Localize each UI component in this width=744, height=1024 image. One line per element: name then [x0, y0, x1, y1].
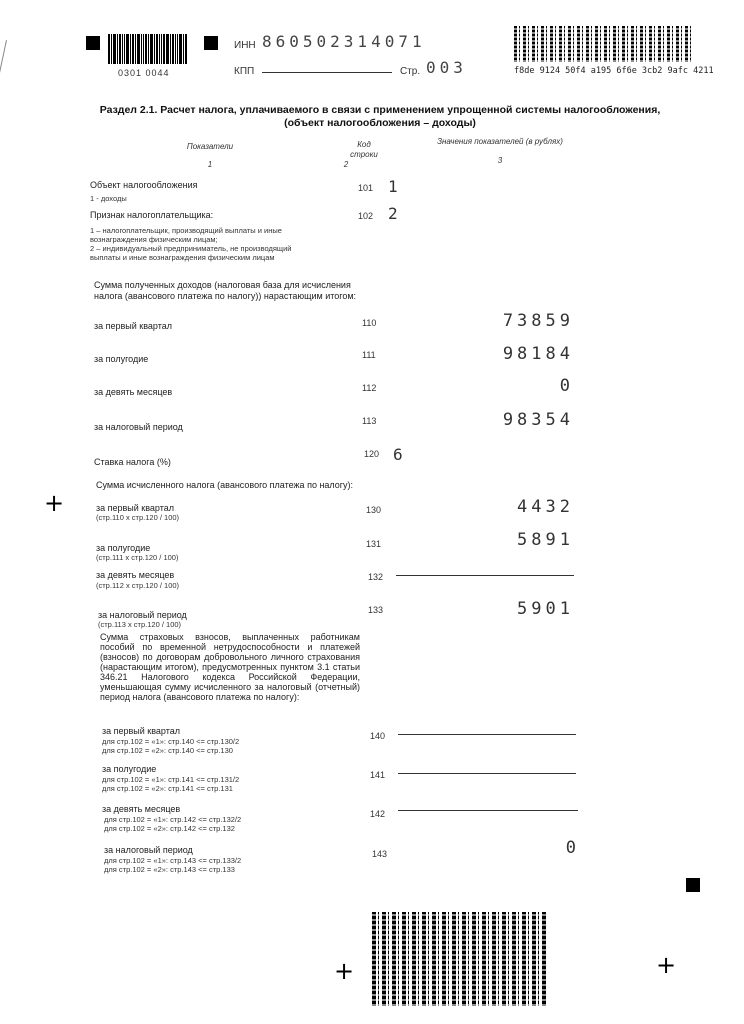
barcode-number: 0301 0044 — [118, 68, 170, 78]
row-131-code: 131 — [366, 539, 382, 549]
row-120-label: Ставка налога (%) — [94, 457, 171, 467]
row-110-value: 73859 — [502, 311, 574, 331]
row-141-sub2: для стр.102 = «2»: стр.141 <= стр.131 — [102, 784, 233, 793]
row-143-value: 0 — [565, 838, 580, 858]
row-102-label: Признак налогоплательщика: — [90, 210, 214, 220]
row-143-sub2: для стр.102 = «2»: стр.143 <= стр.133 — [104, 865, 235, 874]
page-label: Стр. — [400, 66, 421, 77]
insurance-paragraph: Сумма страховых взносов, выплаченных работникам пособий по временной нетрудоспособности и платежей (взносов) по договорам добровольного личного страхования (нарастающим итогом), предусмотренных пунктом 3.1 статьи 346.21 Налогового кодекса Российской Федерации, уменьшающая сумму исчисленного за налоговый (отчетный) период налога (авансового платежа по налогу): — [100, 632, 360, 702]
row-113-value: 98354 — [502, 410, 574, 430]
row-101-label: Объект налогообложения — [90, 180, 198, 190]
section-title-line1: Раздел 2.1. Расчет налога, уплачиваемого в связи с применением упрощенной системы налогообложения, — [99, 104, 661, 116]
row-112-value: 0 — [559, 376, 574, 396]
row-130-code: 130 — [366, 505, 382, 515]
row-131-value: 5891 — [517, 530, 574, 550]
row-120-code: 120 — [364, 449, 380, 459]
inn-label: ИНН — [234, 40, 256, 51]
row-142-sub2: для стр.102 = «2»: стр.142 <= стр.132 — [104, 824, 235, 833]
row-133-sub: (стр.113 х стр.120 / 100) — [98, 620, 182, 629]
row-132-label: за девять месяцев — [96, 570, 175, 580]
scan-edge-line — [0, 40, 7, 255]
corner-marker-bottom-right — [686, 878, 700, 892]
row-140-sub2: для стр.102 = «2»: стр.140 <= стр.130 — [102, 746, 233, 755]
registration-plus-bottom-right: + — [656, 951, 677, 979]
barcode-hash: f8de 9124 50f4 a195 6f6e 3cb2 9afc 4211 — [514, 66, 714, 76]
row-101-code: 101 — [358, 183, 374, 193]
row-142-code: 142 — [370, 809, 386, 819]
col-n1: 1 — [207, 160, 213, 169]
row-140-code: 140 — [370, 731, 386, 741]
bottom-2d-barcode-overlay — [372, 912, 548, 1006]
row-141-code: 141 — [370, 770, 386, 780]
row-111-code: 111 — [362, 350, 376, 360]
row-143-code: 143 — [372, 849, 388, 859]
row-142-blank — [398, 810, 578, 811]
row-102-sub2: вознаграждения физическим лицам; — [90, 235, 218, 244]
row-140-sub1: для стр.102 = «1»: стр.140 <= стр.130/2 — [102, 737, 240, 746]
col-n3: 3 — [497, 156, 503, 165]
row-111-value: 98184 — [502, 344, 574, 364]
registration-plus-bottom-left: + — [334, 957, 355, 985]
col-values: Значения показателей (в рублях) — [437, 137, 563, 146]
row-102-sub1: 1 – налогоплательщик, производящий выплаты и иные — [90, 226, 282, 235]
row-131-sub: (стр.111 х стр.120 / 100) — [96, 553, 179, 562]
row-141-blank — [398, 773, 576, 774]
row-101-sub: 1 - доходы — [90, 194, 127, 203]
page-value: 003 — [426, 58, 467, 77]
section-title-line2: (объект налогообложения – доходы) — [284, 117, 476, 129]
kpp-blank — [262, 72, 392, 73]
row-132-sub: (стр.112 х стр.120 / 100) — [96, 581, 180, 590]
row-112-code: 112 — [362, 383, 377, 393]
kpp-label: КПП — [234, 66, 255, 77]
row-102-sub4: выплаты и иные вознаграждения физическим лицам — [90, 253, 275, 262]
row-141-sub1: для стр.102 = «1»: стр.141 <= стр.131/2 — [102, 775, 240, 784]
top-2d-barcode-overlay — [514, 26, 694, 62]
row-132-code: 132 — [368, 572, 384, 582]
row-143-label: за налоговый период — [104, 845, 193, 855]
row-102-code: 102 — [358, 211, 374, 221]
row-141-label: за полугодие — [102, 764, 157, 774]
row-110-label: за первый квартал — [94, 321, 173, 331]
col-code: Код строки — [350, 140, 378, 159]
row-132-blank — [396, 575, 574, 576]
row-130-value: 4432 — [517, 497, 574, 517]
col-indicators: Показатели — [186, 142, 234, 151]
corner-marker-top-left — [86, 36, 100, 50]
row-112-label: за девять месяцев — [94, 387, 173, 397]
row-130-label: за первый квартал — [96, 503, 175, 513]
row-130-sub: (стр.110 х стр.120 / 100) — [96, 513, 180, 522]
row-133-label: за налоговый период — [98, 610, 187, 620]
row-113-label: за налоговый период — [94, 422, 183, 432]
row-111-label: за полугодие — [94, 354, 149, 364]
row-142-sub1: для стр.102 = «1»: стр.142 <= стр.132/2 — [104, 815, 242, 824]
registration-plus-left: + — [44, 489, 65, 517]
row-102-value: 2 — [388, 204, 398, 223]
row-140-blank — [398, 734, 576, 735]
row-133-value: 5901 — [517, 599, 574, 619]
income-header-line2: налога (авансового платежа по налогу)) нарастающим итогом: — [94, 291, 357, 301]
row-113-code: 113 — [362, 416, 377, 426]
inn-value: 860502314071 — [262, 32, 426, 51]
col-n2: 2 — [343, 160, 349, 169]
row-131-label: за полугодие — [96, 543, 151, 553]
row-120-value: 6 — [393, 445, 403, 464]
row-110-code: 110 — [362, 318, 377, 328]
row-142-label: за девять месяцев — [102, 804, 181, 814]
row-102-sub3: 2 – индивидуальный предприниматель, не производящий — [90, 244, 292, 253]
page-barcode — [108, 34, 188, 64]
row-101-value: 1 — [388, 177, 398, 196]
row-143-sub1: для стр.102 = «1»: стр.143 <= стр.133/2 — [104, 856, 242, 865]
corner-marker-top-center — [204, 36, 218, 50]
row-140-label: за первый квартал — [102, 726, 181, 736]
row-133-code: 133 — [368, 605, 384, 615]
income-header-line1: Сумма полученных доходов (налоговая база для исчисления — [94, 280, 351, 290]
tax-header: Сумма исчисленного налога (авансового платежа по налогу): — [96, 480, 354, 490]
